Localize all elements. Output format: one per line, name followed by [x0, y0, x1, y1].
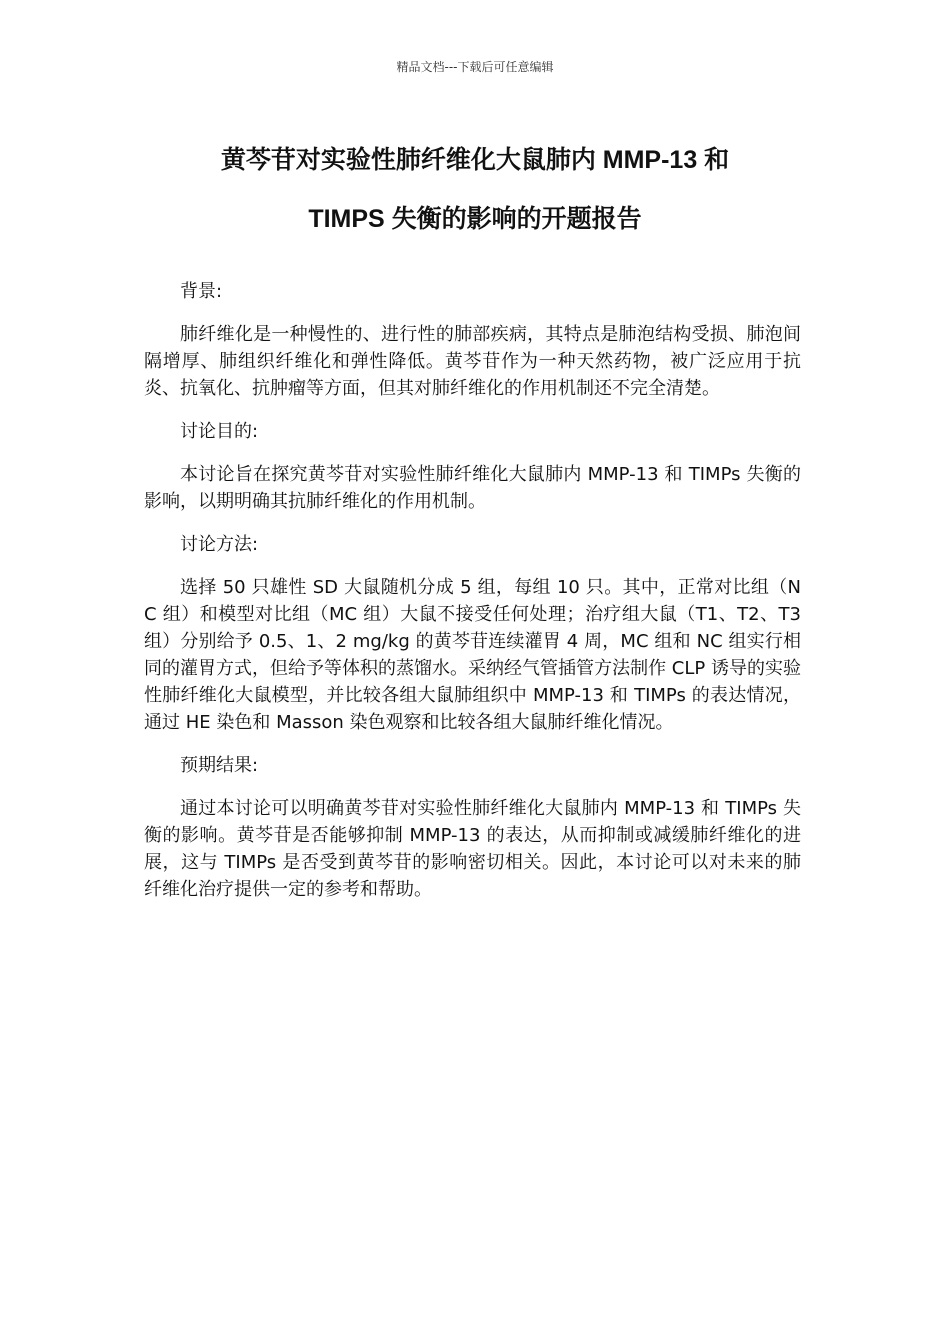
header-note: 精品文档---下载后可任意编辑	[396, 60, 554, 74]
document-title-line-2: TIMPS 失衡的影响的开题报告	[308, 205, 642, 233]
section-body-methods: 选择 50 只雄性 SD 大鼠随机分成 5 组，每组 10 只。其中，正常对比组（NC 组）和模型对比组（MC 组）大鼠不接受任何处理；治疗组大鼠（T1、T2、T3 组）分别给予 0.5、1、2 mg/kg 的黄芩苷连续灌胃 4 周，MC 组和 NC 组实行相同的灌胃方式，但给予等体积的蒸馏水。采纳经气管插管方法制作 CLP 诱导的实验性肺纤维化大鼠模型，并比较各组大鼠肺组织中 MMP-13 和 TIMPs 的表达情况，通过 HE 染色和 Masson 染色观察和比较各组大鼠肺纤维化情况。	[144, 577, 801, 733]
section-heading-purpose: 讨论目的:	[180, 421, 259, 442]
section-heading-expected-results: 预期结果:	[180, 755, 259, 776]
document-body	[144, 278, 801, 919]
section-body-background: 肺纤维化是一种慢性的、进行性的肺部疾病，其特点是肺泡结构受损、肺泡间隔增厚、肺组织纤维化和弹性降低。黄芩苷作为一种天然药物，被广泛应用于抗炎、抗氧化、抗肿瘤等方面，但其对肺纤维化的作用机制还不完全清楚。	[144, 324, 801, 399]
section-heading-background: 背景:	[180, 281, 223, 302]
document-title-line-1: 黄芩苷对实验性肺纤维化大鼠肺内 MMP-13 和	[220, 146, 730, 174]
section-body-expected-results: 通过本讨论可以明确黄芩苷对实验性肺纤维化大鼠肺内 MMP-13 和 TIMPs 失衡的影响。黄芩苷是否能够抑制 MMP-13 的表达，从而抑制或减缓肺纤维化的进展，这与 TIMPs 是否受到黄芩苷的影响密切相关。因此，本讨论可以对未来的肺纤维化治疗提供一定的参考和帮助。	[144, 798, 801, 900]
section-body-purpose: 本讨论旨在探究黄芩苷对实验性肺纤维化大鼠肺内 MMP-13 和 TIMPs 失衡的影响，以期明确其抗肺纤维化的作用机制。	[144, 464, 801, 512]
section-heading-methods: 讨论方法:	[180, 534, 259, 555]
